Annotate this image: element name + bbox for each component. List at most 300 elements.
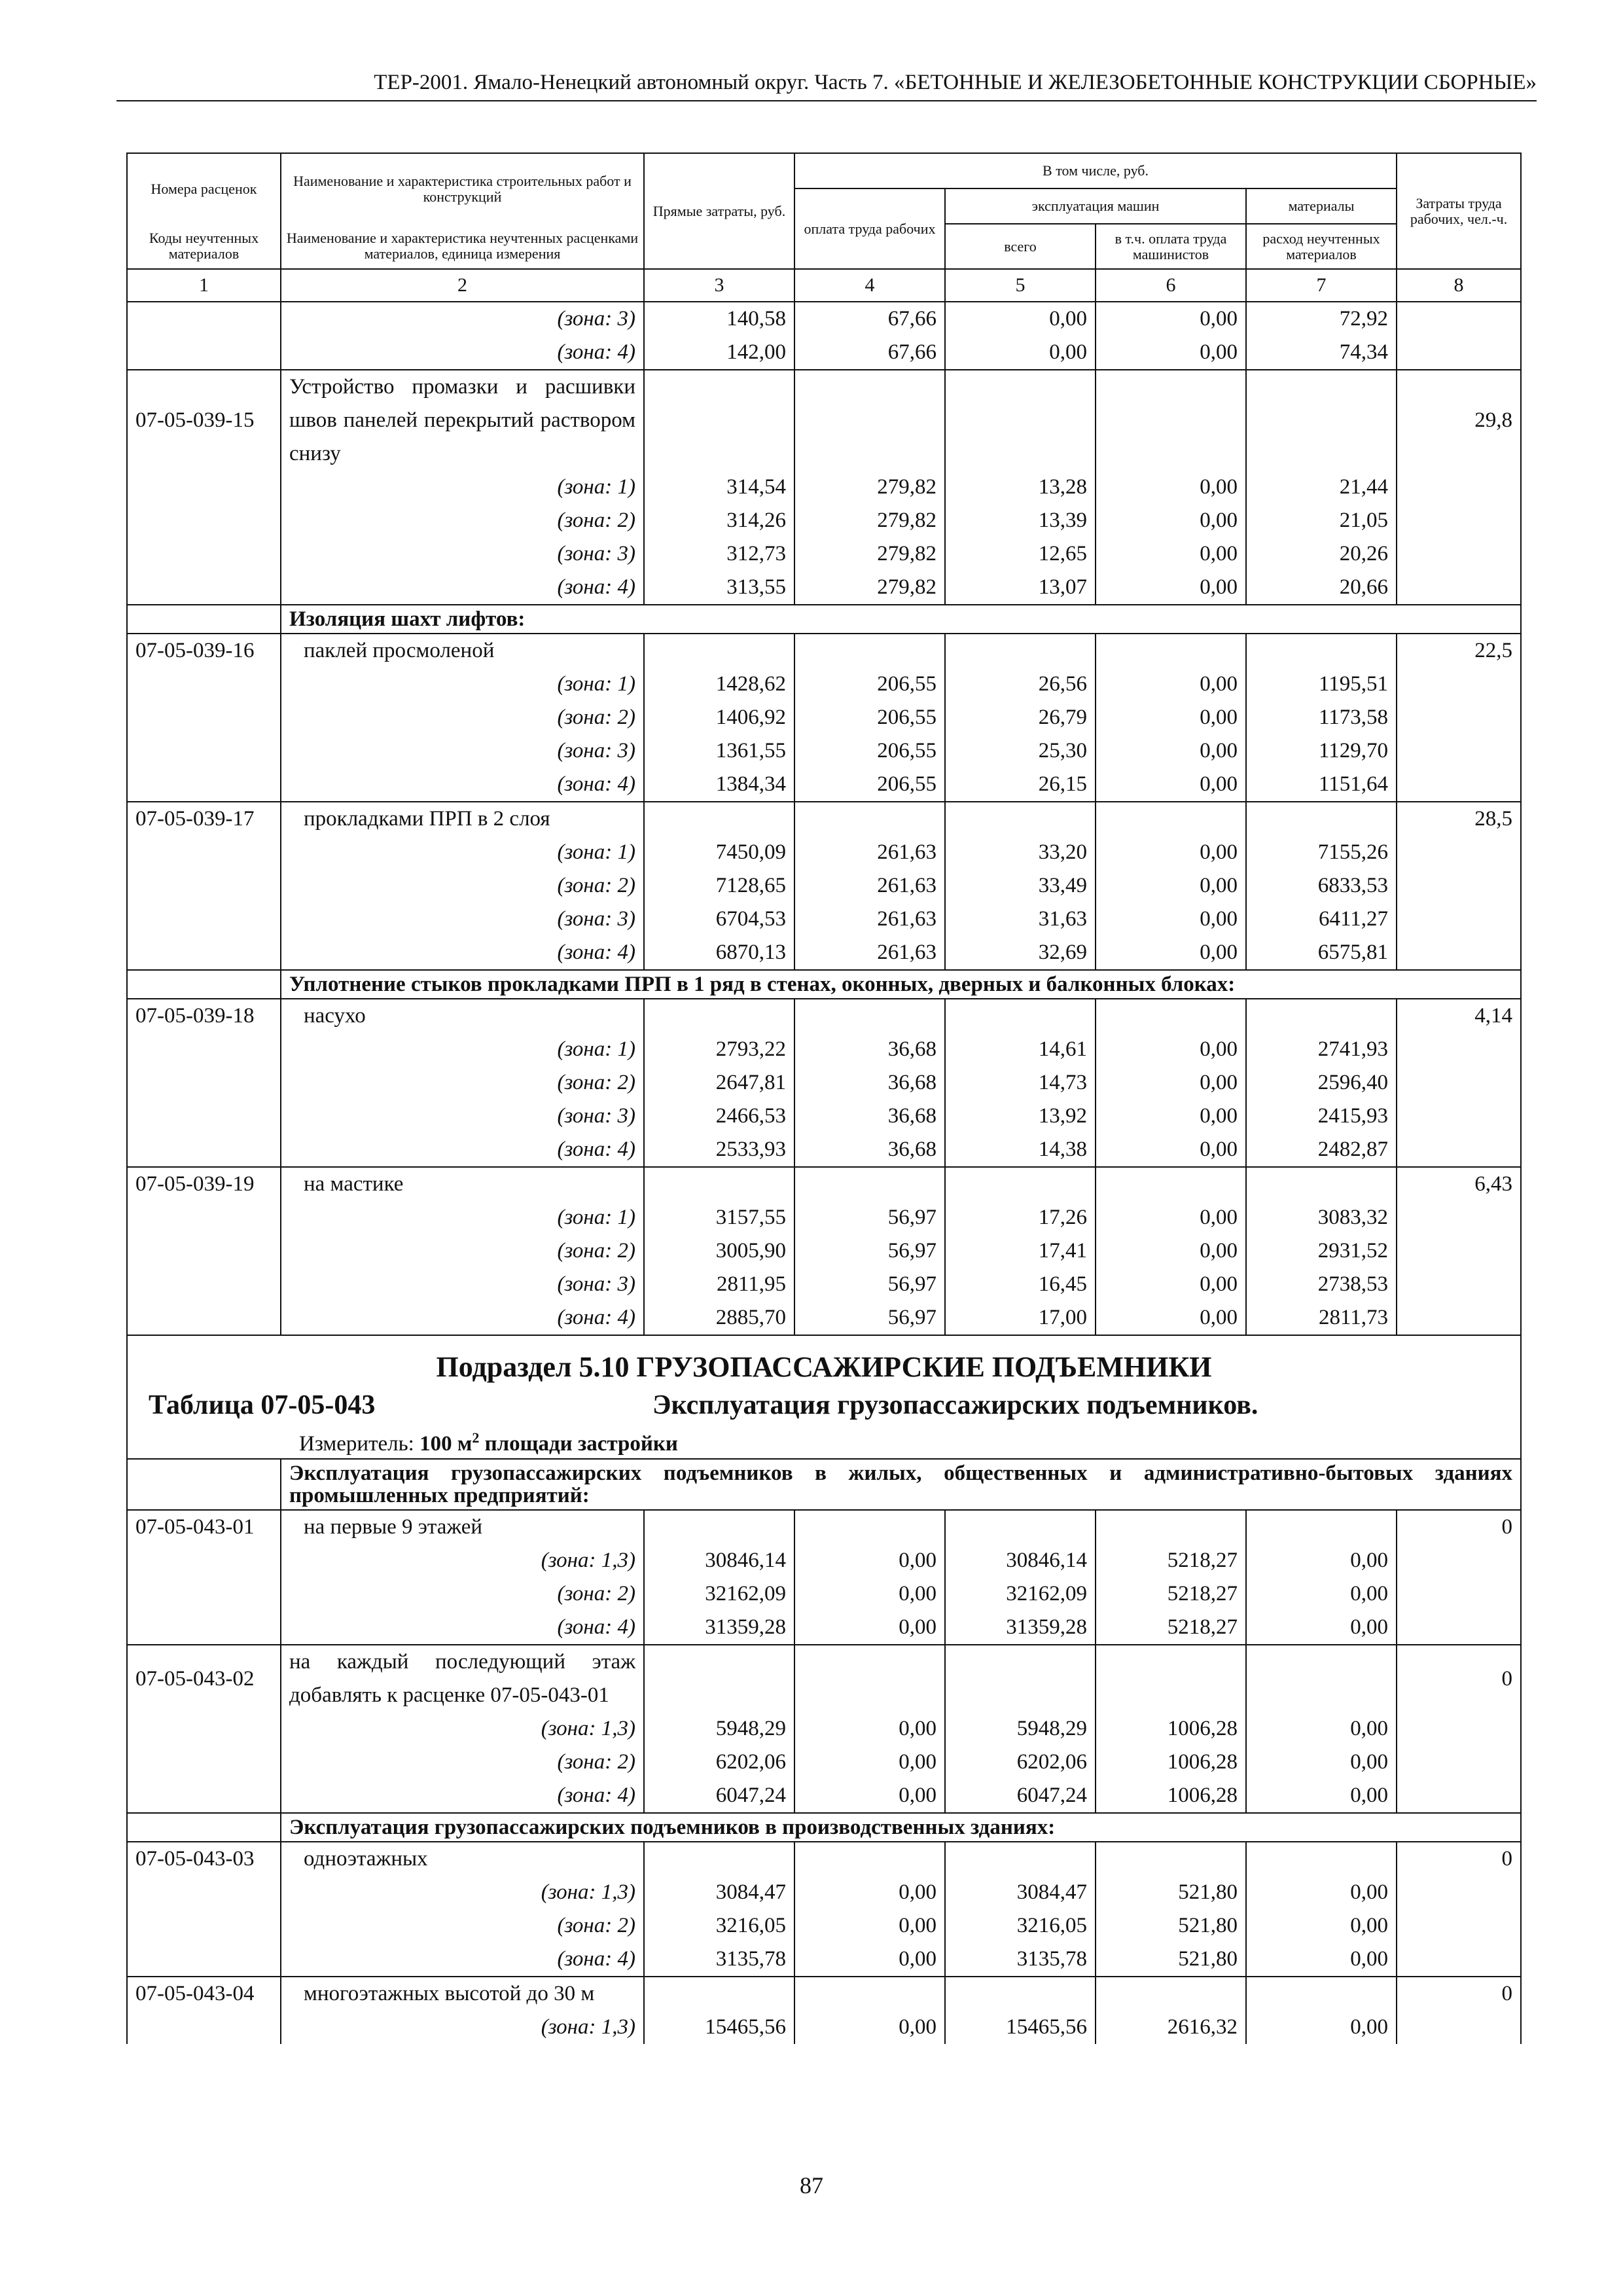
value-cell: 0,00 [1246, 1611, 1397, 1645]
zone-row [127, 1943, 1521, 1977]
zone-label: (зона: 2) [281, 1066, 644, 1100]
value-cell: 15465,56 [945, 2011, 1096, 2044]
value-cell: 3083,32 [1246, 1201, 1397, 1234]
labor-cell [1397, 471, 1521, 504]
value-cell: 6704,53 [644, 903, 794, 936]
value-cell: 0,00 [1246, 1909, 1397, 1943]
zone-row [127, 903, 1521, 936]
code-cell [127, 903, 281, 936]
zone-row [127, 734, 1521, 768]
value-cell: 0,00 [1096, 302, 1246, 336]
value-cell: 13,39 [945, 504, 1096, 537]
value-cell: 6411,27 [1246, 903, 1397, 936]
head-col1-bottom: Коды неучтенных материалов [127, 224, 281, 269]
rate-row [127, 1167, 1521, 1201]
value-cell: 14,73 [945, 1066, 1096, 1100]
empty-cell [1096, 370, 1246, 471]
zone-label: (зона: 1,3) [281, 1876, 644, 1909]
value-cell: 1406,92 [644, 701, 794, 734]
value-cell: 74,34 [1246, 336, 1397, 370]
value-cell: 0,00 [1246, 1712, 1397, 1746]
labor-cell [1397, 1033, 1521, 1066]
empty-cell [945, 1977, 1096, 2011]
value-cell: 0,00 [1246, 1746, 1397, 1779]
empty-cell [794, 634, 945, 668]
value-cell: 13,28 [945, 471, 1096, 504]
value-cell: 0,00 [1246, 1577, 1397, 1611]
empty-cell [1096, 1167, 1246, 1201]
zone-label: (зона: 3) [281, 903, 644, 936]
zone-row [127, 302, 1521, 336]
col-number: 1 [127, 269, 281, 302]
labor-cell [1397, 836, 1521, 869]
value-cell: 0,00 [1246, 2011, 1397, 2044]
rate-row [127, 1510, 1521, 1544]
value-cell: 14,38 [945, 1133, 1096, 1167]
value-cell: 26,56 [945, 668, 1096, 701]
zone-label: (зона: 4) [281, 1611, 644, 1645]
value-cell: 0,00 [1246, 1876, 1397, 1909]
empty-cell [945, 370, 1096, 471]
rate-row [127, 802, 1521, 836]
value-cell: 3005,90 [644, 1234, 794, 1268]
table-body-upper [127, 302, 1521, 1335]
value-cell: 2811,95 [644, 1268, 794, 1301]
code-cell [127, 1746, 281, 1779]
head-machines: эксплуатация машин [945, 188, 1246, 224]
value-cell: 0,00 [1096, 936, 1246, 970]
zone-row [127, 1234, 1521, 1268]
value-cell: 13,07 [945, 571, 1096, 605]
head-col2-top: Наименование и характеристика строительных работ и конструкций [281, 153, 644, 224]
labor-cost: 22,5 [1397, 634, 1521, 668]
labor-cell [1397, 1712, 1521, 1746]
zone-label: (зона: 4) [281, 1943, 644, 1977]
zone-label: (зона: 2) [281, 504, 644, 537]
empty-cell [794, 1842, 945, 1876]
value-cell: 2741,93 [1246, 1033, 1397, 1066]
labor-cell [1397, 1201, 1521, 1234]
rate-row [127, 1977, 1521, 2011]
value-cell: 6833,53 [1246, 869, 1397, 903]
labor-cell [1397, 1779, 1521, 1813]
value-cell: 7128,65 [644, 869, 794, 903]
rate-code: 07-05-039-15 [127, 370, 281, 471]
table-label: Таблица 07-05-043 [149, 1390, 376, 1420]
value-cell: 0,00 [794, 1611, 945, 1645]
code-cell [127, 336, 281, 370]
zone-row [127, 1201, 1521, 1234]
zone-row [127, 1066, 1521, 1100]
zone-row [127, 701, 1521, 734]
value-cell: 2415,93 [1246, 1100, 1397, 1133]
value-cell: 206,55 [794, 768, 945, 802]
labor-cell [1397, 1577, 1521, 1611]
rate-code: 07-05-043-01 [127, 1510, 281, 1544]
labor-cell [1397, 1611, 1521, 1645]
value-cell: 6047,24 [644, 1779, 794, 1813]
value-cell: 3135,78 [945, 1943, 1096, 1977]
code-cell [127, 1876, 281, 1909]
rate-row [127, 999, 1521, 1033]
group-heading: Эксплуатация грузопассажирских подъемников в жилых, общественных и административно-бытовых зданиях промышленных предприятий: [281, 1459, 1521, 1510]
value-cell: 314,26 [644, 504, 794, 537]
value-cell: 0,00 [1246, 1544, 1397, 1577]
code-cell [127, 936, 281, 970]
zone-row [127, 1133, 1521, 1167]
value-cell: 1006,28 [1096, 1746, 1246, 1779]
value-cell: 0,00 [1246, 1943, 1397, 1977]
labor-cell [1397, 1268, 1521, 1301]
zone-label: (зона: 2) [281, 1746, 644, 1779]
empty-cell [644, 1510, 794, 1544]
rates-table [126, 152, 1522, 2044]
value-cell: 1195,51 [1246, 668, 1397, 701]
col-number: 4 [794, 269, 945, 302]
zone-row [127, 1577, 1521, 1611]
labor-cell [1397, 936, 1521, 970]
value-cell: 3084,47 [644, 1876, 794, 1909]
value-cell: 2533,93 [644, 1133, 794, 1167]
rate-row [127, 634, 1521, 668]
rate-code: 07-05-039-18 [127, 999, 281, 1033]
value-cell: 1006,28 [1096, 1712, 1246, 1746]
code-cell [127, 668, 281, 701]
zone-row [127, 1779, 1521, 1813]
measure-line [135, 1424, 1512, 1458]
value-cell: 261,63 [794, 836, 945, 869]
empty-cell [945, 1510, 1096, 1544]
value-cell: 31359,28 [644, 1611, 794, 1645]
value-cell: 0,00 [1096, 1066, 1246, 1100]
value-cell: 32162,09 [945, 1577, 1096, 1611]
value-cell: 21,44 [1246, 471, 1397, 504]
value-cell: 33,20 [945, 836, 1096, 869]
empty-cell [127, 1813, 281, 1842]
code-cell [127, 2011, 281, 2044]
table-head [127, 153, 1521, 302]
value-cell: 32,69 [945, 936, 1096, 970]
value-cell: 206,55 [794, 668, 945, 701]
labor-cell [1397, 1909, 1521, 1943]
rate-name: многоэтажных высотой до 30 м [281, 1977, 644, 2011]
empty-cell [1246, 1645, 1397, 1712]
zone-row [127, 504, 1521, 537]
empty-cell [794, 1510, 945, 1544]
measure-value: 100 м [419, 1432, 473, 1456]
value-cell: 0,00 [1096, 537, 1246, 571]
zone-row [127, 1301, 1521, 1335]
empty-cell [644, 370, 794, 471]
code-cell [127, 1033, 281, 1066]
empty-cell [127, 605, 281, 634]
zone-label: (зона: 1) [281, 1201, 644, 1234]
value-cell: 0,00 [794, 1943, 945, 1977]
value-cell: 5948,29 [644, 1712, 794, 1746]
labor-cell [1397, 504, 1521, 537]
value-cell: 67,66 [794, 336, 945, 370]
value-cell: 36,68 [794, 1033, 945, 1066]
value-cell: 36,68 [794, 1133, 945, 1167]
value-cell: 0,00 [1096, 1301, 1246, 1335]
labor-cell [1397, 903, 1521, 936]
value-cell: 12,65 [945, 537, 1096, 571]
value-cell: 2931,52 [1246, 1234, 1397, 1268]
empty-cell [644, 999, 794, 1033]
labor-cell [1397, 1133, 1521, 1167]
empty-cell [945, 634, 1096, 668]
value-cell: 313,55 [644, 571, 794, 605]
rate-row [127, 1842, 1521, 1876]
empty-cell [1246, 1977, 1397, 2011]
value-cell: 21,05 [1246, 504, 1397, 537]
value-cell: 30846,14 [644, 1544, 794, 1577]
code-cell [127, 1100, 281, 1133]
rate-code: 07-05-039-17 [127, 802, 281, 836]
code-cell [127, 1779, 281, 1813]
empty-cell [794, 370, 945, 471]
empty-cell [945, 1842, 1096, 1876]
value-cell: 3216,05 [945, 1909, 1096, 1943]
zone-row [127, 1746, 1521, 1779]
empty-cell [794, 802, 945, 836]
value-cell: 0,00 [1096, 336, 1246, 370]
value-cell: 0,00 [1096, 471, 1246, 504]
value-cell: 140,58 [644, 302, 794, 336]
zone-row [127, 768, 1521, 802]
empty-cell [1096, 1645, 1246, 1712]
head-col1-top: Номера расценок [127, 153, 281, 224]
value-cell: 20,66 [1246, 571, 1397, 605]
zone-row [127, 571, 1521, 605]
code-cell [127, 1268, 281, 1301]
labor-cell [1397, 1066, 1521, 1100]
page-number: 87 [800, 2172, 823, 2198]
value-cell: 20,26 [1246, 537, 1397, 571]
group-heading: Эксплуатация грузопассажирских подъемников в производственных зданиях: [281, 1813, 1521, 1842]
labor-cell [1397, 2011, 1521, 2044]
empty-cell [644, 802, 794, 836]
labor-cost: 29,8 [1397, 370, 1521, 471]
value-cell: 0,00 [794, 2011, 945, 2044]
empty-cell [1246, 802, 1397, 836]
empty-cell [1096, 1510, 1246, 1544]
value-cell: 16,45 [945, 1268, 1096, 1301]
value-cell: 15465,56 [644, 2011, 794, 2044]
empty-cell [1096, 1842, 1246, 1876]
value-cell: 279,82 [794, 537, 945, 571]
value-cell: 3084,47 [945, 1876, 1096, 1909]
zone-row [127, 537, 1521, 571]
labor-cell [1397, 302, 1521, 336]
empty-cell [1246, 370, 1397, 471]
empty-cell [1096, 802, 1246, 836]
labor-cell [1397, 734, 1521, 768]
value-cell: 1173,58 [1246, 701, 1397, 734]
zone-label: (зона: 1) [281, 1033, 644, 1066]
rate-code: 07-05-043-02 [127, 1645, 281, 1712]
value-cell: 206,55 [794, 701, 945, 734]
value-cell: 1384,34 [644, 768, 794, 802]
rate-name: насухо [281, 999, 644, 1033]
value-cell: 0,00 [794, 1876, 945, 1909]
value-cell: 33,49 [945, 869, 1096, 903]
zone-label: (зона: 3) [281, 537, 644, 571]
labor-cell [1397, 571, 1521, 605]
subsection-title: Подраздел 5.10 ГРУЗОПАССАЖИРСКИЕ ПОДЪЕМНИКИ [436, 1351, 1212, 1383]
rate-row [127, 1645, 1521, 1712]
code-cell [127, 1943, 281, 1977]
labor-cell [1397, 537, 1521, 571]
head-col2-bottom: Наименование и характеристика неучтенных расценками материалов, единица измерения [281, 224, 644, 269]
zone-row [127, 1033, 1521, 1066]
value-cell: 7155,26 [1246, 836, 1397, 869]
zone-label: (зона: 2) [281, 701, 644, 734]
value-cell: 0,00 [794, 1746, 945, 1779]
code-cell [127, 1909, 281, 1943]
group-heading: Уплотнение стыков прокладками ПРП в 1 ряд в стенах, оконных, дверных и балконных блоках: [281, 970, 1521, 999]
value-cell: 2811,73 [1246, 1301, 1397, 1335]
measure-sup: 2 [472, 1429, 480, 1446]
value-cell: 0,00 [1096, 903, 1246, 936]
rate-name: прокладками ПРП в 2 слоя [281, 802, 644, 836]
labor-cost: 0 [1397, 1645, 1521, 1712]
zone-label: (зона: 3) [281, 1268, 644, 1301]
value-cell: 6047,24 [945, 1779, 1096, 1813]
head-materials: материалы [1246, 188, 1397, 224]
value-cell: 6870,13 [644, 936, 794, 970]
empty-cell [644, 1645, 794, 1712]
head-col7: расход неучтенных материалов [1246, 224, 1397, 269]
zone-row [127, 1100, 1521, 1133]
zone-row [127, 1268, 1521, 1301]
col-number: 8 [1397, 269, 1521, 302]
zone-row [127, 471, 1521, 504]
empty-cell [1096, 1977, 1246, 2011]
zone-label: (зона: 2) [281, 1909, 644, 1943]
value-cell: 3135,78 [644, 1943, 794, 1977]
measure-label: Измеритель: [299, 1432, 414, 1456]
value-cell: 5218,27 [1096, 1577, 1246, 1611]
value-cell: 1428,62 [644, 668, 794, 701]
table-body-lower [127, 1459, 1521, 2044]
value-cell: 56,97 [794, 1301, 945, 1335]
value-cell: 0,00 [794, 1779, 945, 1813]
value-cell: 0,00 [1096, 768, 1246, 802]
head-col6: в т.ч. оплата труда машинистов [1096, 224, 1246, 269]
labor-cell [1397, 1301, 1521, 1335]
value-cell: 6202,06 [945, 1746, 1096, 1779]
value-cell: 25,30 [945, 734, 1096, 768]
value-cell: 0,00 [1246, 1779, 1397, 1813]
empty-cell [794, 999, 945, 1033]
zone-label: (зона: 4) [281, 1133, 644, 1167]
value-cell: 0,00 [1096, 1100, 1246, 1133]
value-cell: 0,00 [794, 1577, 945, 1611]
value-cell: 7450,09 [644, 836, 794, 869]
value-cell: 261,63 [794, 936, 945, 970]
code-cell [127, 701, 281, 734]
value-cell: 17,26 [945, 1201, 1096, 1234]
zone-label: (зона: 2) [281, 1234, 644, 1268]
value-cell: 312,73 [644, 537, 794, 571]
zone-label: (зона: 4) [281, 1779, 644, 1813]
labor-cost: 6,43 [1397, 1167, 1521, 1201]
value-cell: 261,63 [794, 903, 945, 936]
value-cell: 26,15 [945, 768, 1096, 802]
group-heading: Изоляция шахт лифтов: [281, 605, 1521, 634]
value-cell: 279,82 [794, 471, 945, 504]
empty-cell [794, 1645, 945, 1712]
value-cell: 0,00 [1096, 869, 1246, 903]
zone-row [127, 1544, 1521, 1577]
value-cell: 0,00 [1096, 836, 1246, 869]
group-row [127, 1813, 1521, 1842]
rate-code: 07-05-039-19 [127, 1167, 281, 1201]
zone-label: (зона: 2) [281, 869, 644, 903]
empty-cell [1246, 1842, 1397, 1876]
zone-label: (зона: 1,3) [281, 1544, 644, 1577]
zone-label: (зона: 4) [281, 336, 644, 370]
zone-row [127, 936, 1521, 970]
value-cell: 2885,70 [644, 1301, 794, 1335]
code-cell [127, 1234, 281, 1268]
zone-label: (зона: 3) [281, 302, 644, 336]
empty-cell [945, 1167, 1096, 1201]
code-cell [127, 1544, 281, 1577]
value-cell: 0,00 [945, 336, 1096, 370]
head-including: В том числе, руб. [794, 153, 1397, 188]
value-cell: 56,97 [794, 1268, 945, 1301]
zone-row [127, 1712, 1521, 1746]
subsection-cell [127, 1335, 1521, 1459]
rate-row [127, 370, 1521, 471]
value-cell: 5218,27 [1096, 1611, 1246, 1645]
value-cell: 6202,06 [644, 1746, 794, 1779]
value-cell: 279,82 [794, 571, 945, 605]
zone-row [127, 1611, 1521, 1645]
empty-cell [1096, 634, 1246, 668]
rate-code: 07-05-039-16 [127, 634, 281, 668]
value-cell: 31,63 [945, 903, 1096, 936]
subsection-block [127, 1335, 1521, 1459]
col-number: 2 [281, 269, 644, 302]
value-cell: 279,82 [794, 504, 945, 537]
zone-label: (зона: 3) [281, 734, 644, 768]
zone-label: (зона: 4) [281, 1301, 644, 1335]
code-cell [127, 537, 281, 571]
code-cell [127, 1611, 281, 1645]
value-cell: 0,00 [794, 1544, 945, 1577]
zone-row [127, 836, 1521, 869]
empty-cell [644, 1842, 794, 1876]
value-cell: 1151,64 [1246, 768, 1397, 802]
code-cell [127, 836, 281, 869]
code-cell [127, 471, 281, 504]
value-cell: 1129,70 [1246, 734, 1397, 768]
value-cell: 32162,09 [644, 1577, 794, 1611]
value-cell: 521,80 [1096, 1876, 1246, 1909]
labor-cell [1397, 336, 1521, 370]
value-cell: 261,63 [794, 869, 945, 903]
value-cell: 0,00 [1096, 504, 1246, 537]
empty-cell [794, 1167, 945, 1201]
code-cell [127, 1066, 281, 1100]
labor-cost: 0 [1397, 1842, 1521, 1876]
table-title: Эксплуатация грузопассажирских подъемников. [652, 1390, 1258, 1420]
value-cell: 26,79 [945, 701, 1096, 734]
table-caption [135, 1387, 1512, 1424]
